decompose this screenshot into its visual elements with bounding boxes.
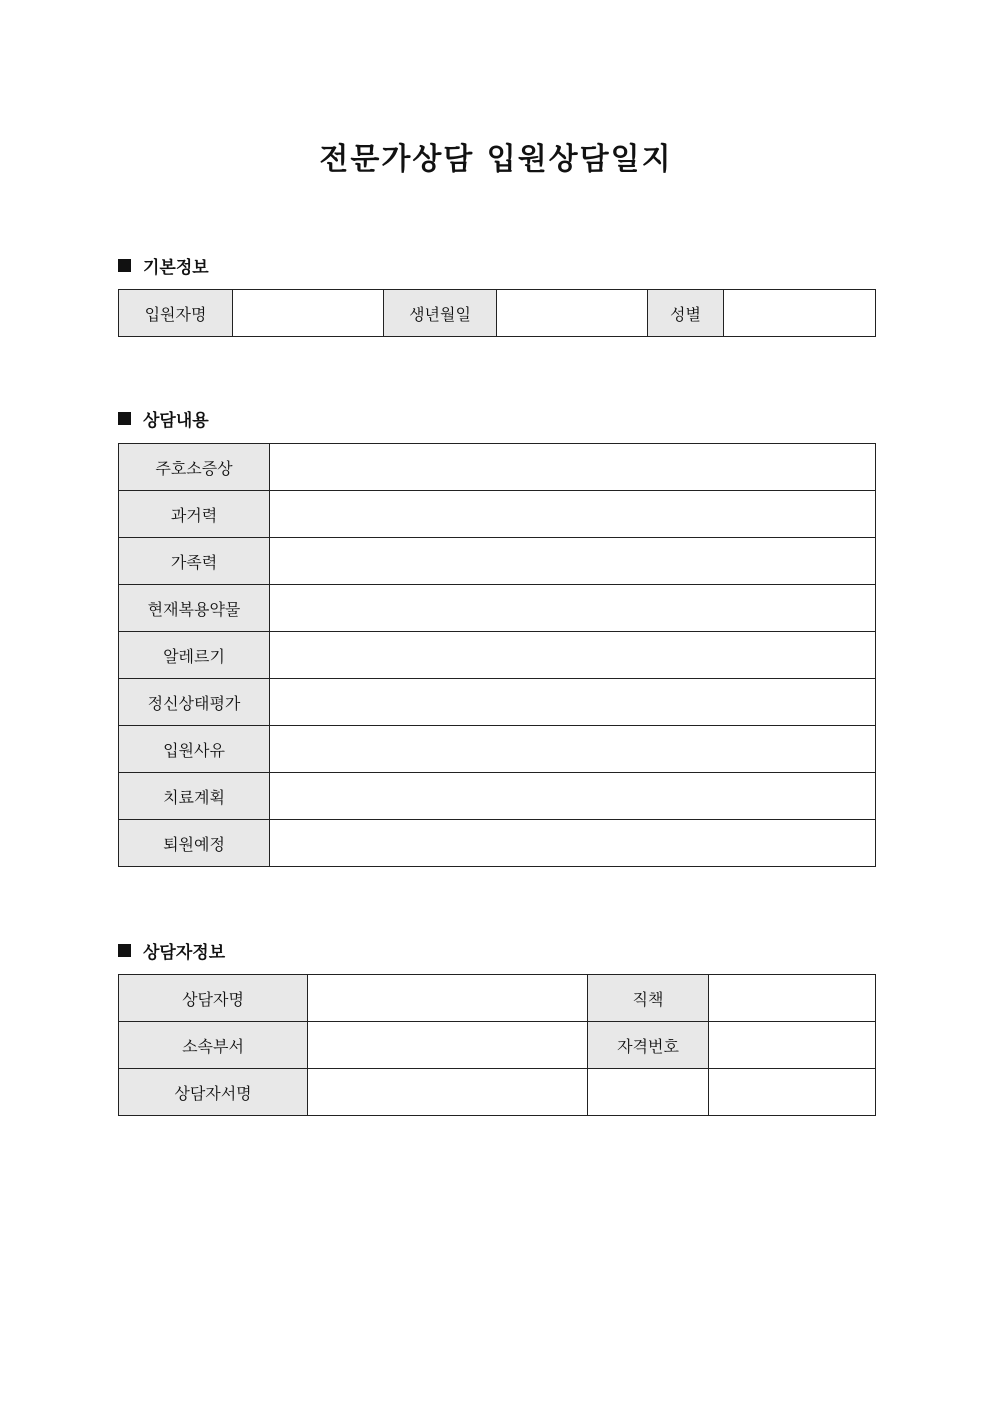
discharge-plan-label: 퇴원예정 <box>119 820 270 867</box>
chief-complaint-label: 주호소증상 <box>119 444 270 491</box>
department-label: 소속부서 <box>119 1022 308 1069</box>
square-bullet-icon <box>118 259 131 272</box>
admission-reason-field[interactable] <box>270 726 876 773</box>
family-history-label: 가족력 <box>119 538 270 585</box>
blank-cell[interactable] <box>709 1069 876 1116</box>
basic-info-table <box>118 289 876 337</box>
department-field[interactable] <box>308 1022 588 1069</box>
section-heading-basic-info <box>118 253 209 278</box>
counselor-name-label: 상담자명 <box>119 975 308 1022</box>
square-bullet-icon <box>118 412 131 425</box>
section-heading-consult-content <box>118 406 209 431</box>
chief-complaint-field[interactable] <box>270 444 876 491</box>
section-heading-counselor-info <box>118 938 225 963</box>
section-title: 기본정보 <box>143 258 209 278</box>
license-number-field[interactable] <box>709 1022 876 1069</box>
consult-content-table <box>118 443 876 867</box>
position-field[interactable] <box>709 975 876 1022</box>
family-history-field[interactable] <box>270 538 876 585</box>
counselor-signature-field[interactable] <box>308 1069 588 1116</box>
table-row <box>119 632 876 679</box>
document-title: 전문가상담 입원상담일지 <box>319 142 673 177</box>
current-medication-field[interactable] <box>270 585 876 632</box>
position-label: 직책 <box>588 975 709 1022</box>
counselor-name-field[interactable] <box>308 975 588 1022</box>
birthdate-field[interactable] <box>497 290 648 337</box>
past-history-label: 과거력 <box>119 491 270 538</box>
current-medication-label: 현재복용약물 <box>119 585 270 632</box>
table-row <box>119 585 876 632</box>
table-row <box>119 538 876 585</box>
table-row <box>119 1069 876 1116</box>
mental-status-label: 정신상태평가 <box>119 679 270 726</box>
gender-label: 성별 <box>648 290 724 337</box>
table-row <box>119 773 876 820</box>
gender-field[interactable] <box>724 290 876 337</box>
table-row <box>119 726 876 773</box>
section-title: 상담자정보 <box>143 943 226 963</box>
counselor-signature-label: 상담자서명 <box>119 1069 308 1116</box>
table-row <box>119 679 876 726</box>
table-row <box>119 491 876 538</box>
allergy-label: 알레르기 <box>119 632 270 679</box>
treatment-plan-field[interactable] <box>270 773 876 820</box>
section-title: 상담내용 <box>143 411 209 431</box>
counselor-info-table <box>118 974 876 1116</box>
blank-cell[interactable] <box>588 1069 709 1116</box>
license-number-label: 자격번호 <box>588 1022 709 1069</box>
allergy-field[interactable] <box>270 632 876 679</box>
patient-name-field[interactable] <box>233 290 384 337</box>
patient-name-label: 입원자명 <box>119 290 233 337</box>
table-row <box>119 444 876 491</box>
treatment-plan-label: 치료계획 <box>119 773 270 820</box>
table-row <box>119 1022 876 1069</box>
table-row <box>119 820 876 867</box>
square-bullet-icon <box>118 944 131 957</box>
birthdate-label: 생년월일 <box>384 290 497 337</box>
past-history-field[interactable] <box>270 491 876 538</box>
mental-status-field[interactable] <box>270 679 876 726</box>
discharge-plan-field[interactable] <box>270 820 876 867</box>
table-row <box>119 290 876 337</box>
table-row <box>119 975 876 1022</box>
admission-reason-label: 입원사유 <box>119 726 270 773</box>
